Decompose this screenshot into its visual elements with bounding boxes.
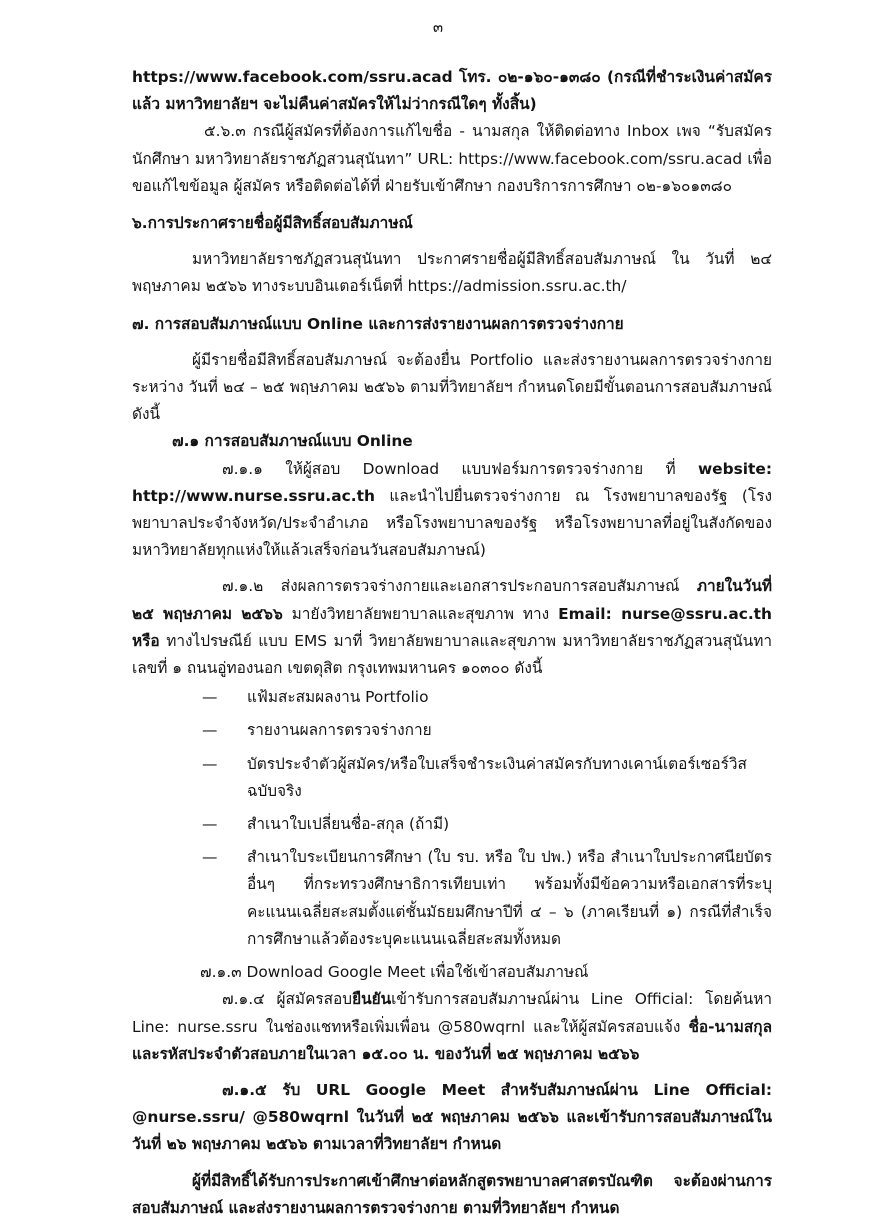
paragraph-7-1-4 [132,986,772,1068]
list-item: — บัตรประจำตัวผู้สมัคร/หรือใบเสร็จชำระเงินค่าสมัครกับทางเคาน์เตอร์เซอร์วิสฉบับจริง [202,751,772,805]
paragraph-7-1-3: ๗.๑.๓ Download Google Meet เพื่อใช้เข้าสอบสัมภาษณ์ [200,963,589,982]
paragraph-7-1-1 [132,456,772,565]
paragraph-7-1-2-text-a: ๗.๑.๒ ส่งผลการตรวจร่างกายและเอกสารประกอบการสอบสัมภาษณ์ [222,577,697,596]
paragraph-7-1-4-text-c: เข้ารับการสอบสัมภาษณ์ผ่าน Line Official: โดยค้นหา Line: nurse.ssru ในช่องแชทหรือเพิ่มเพื่อน @580wqrnl และให้ผู้สมัครสอบแจ้ง [132,990,772,1036]
paragraph-7-1-4-text-a: ๗.๑.๔ ผู้สมัครสอบ [222,990,353,1009]
section-7-heading: ๗. การสอบสัมภาษณ์แบบ Online และการส่งรายงานผลการตรวจร่างกาย [132,314,624,333]
required-documents-list [132,684,772,953]
closing-paragraph: ผู้ที่มีสิทธิ์ได้รับการประกาศเข้าศึกษาต่อหลักสูตรพยาบาลศาสตรบัณฑิต จะต้องผ่านการสอบสัมภาษณ์ และส่งรายงานผลการตรวจร่างกาย ตามที่วิทยาลัยฯ กำหนด [132,1171,772,1217]
section-7-intro: ผู้มีรายชื่อมีสิทธิ์สอบสัมภาษณ์ จะต้องยื่น Portfolio และส่งรายงานผลการตรวจร่างกาย ระหว่าง วันที่ ๒๔ – ๒๕ พฤษภาคม ๒๕๖๖ ตามที่วิทยาลัยฯ กำหนดโดยมีขั้นตอนการสอบสัมภาษณ์ ดังนี้ [132,350,772,424]
deadline-text: ภายในวันที่ ๒๕ พฤษภาคม ๒๕๖๖ [132,577,772,623]
page-number: ๓ [432,18,444,36]
paragraph-5-6-3: ๕.๖.๓ กรณีผู้สมัครที่ต้องการแก้ไขชื่อ - นามสกุล ให้ติดต่อทาง Inbox เพจ “รับสมัครนักศึกษา มหาวิทยาลัยราชภัฏสวนสุนันทา” URL: https://www.facebook.com/ssru.acad เพื่อขอแก้ไขข้อมูล ผู้สมัคร หรือติดต่อได้ที่ ฝ่ายรับเข้าศึกษา กองบริการการศึกษา ๐๒-๑๖๐๑๓๘๐ [132,122,772,195]
nurse-website-link: website: http://www.nurse.ssru.ac.th [132,459,772,505]
document-body [132,64,772,1222]
list-item: — แฟ้มสะสมผลงาน Portfolio [202,684,772,711]
list-item: — สำเนาใบระเบียนการศึกษา (ใบ รบ. หรือ ใบ ปพ.) หรือ สำเนาใบประกาศนียบัตรอื่นๆ ที่กระทรวงศึกษาธิการเทียบเท่า พร้อมทั้งมีข้อความหรือเอกสารที่ระบุคะแนนเฉลี่ยสะสมตั้งแต่ชั้นมัธยมศึกษาปีที่ ๔ – ๖ (ภาคเรียนที่ ๑) กรณีที่สำเร็จการศึกษาแล้วต้องระบุคะแนนเฉลี่ยสะสมทั้งหมด [202,844,772,953]
paragraph-7-1-2-text-c: มายังวิทยาลัยพยาบาลและสุขภาพ ทาง [282,604,559,623]
paragraph-7-1-1-text-a: ๗.๑.๑ ให้ผู้สอบ Download แบบฟอร์มการตรวจร่างกาย ที่ [222,459,698,478]
paragraph-7-1-2-text-e: ทางไปรษณีย์ แบบ EMS มาที่ วิทยาลัยพยาบาลและสุขภาพ มหาวิทยาลัยราชภัฏสวนสุนันทา เลขที่ ๑ ถนนอู่ทองนอก เขตดุสิต กรุงเทพมหานคร ๑๐๓๐๐ ดังนี้ [132,631,772,678]
email-text: Email: nurse@ssru.ac.th หรือ [132,604,772,650]
paragraph-7-1-5: ๗.๑.๕ รับ URL Google Meet สำหรับสัมภาษณ์ผ่าน Line Official: @nurse.ssru/ @580wqrnl ในวันที่ ๒๕ พฤษภาคม ๒๕๖๖ และเข้ารับการสอบสัมภาษณ์ในวันที่ ๒๖ พฤษภาคม ๒๕๖๖ ตามเวลาที่วิทยาลัยฯ กำหนด [132,1080,772,1154]
confirm-text: ยืนยัน [352,990,392,1009]
paragraph-fee-note: https://www.facebook.com/ssru.acad โทร. ๐๒-๑๖๐-๑๓๘๐ (กรณีที่ชำระเงินค่าสมัครแล้ว มหาวิทยาลัยฯ จะไม่คืนค่าสมัครให้ไม่ว่ากรณีใดๆ ทั้งสิ้น) [132,68,772,114]
report-info-text: ชื่อ-นามสกุล และรหัสประจำตัวสอบภายในเวลา ๑๕.๐๐ น. ของวันที่ ๒๕ พฤษภาคม ๒๕๖๖ [132,1017,772,1063]
section-7-1-heading: ๗.๑ การสอบสัมภาษณ์แบบ Online [172,432,413,451]
section-6-heading: ๖.การประกาศรายชื่อผู้มีสิทธิ์สอบสัมภาษณ์ [132,214,413,233]
paragraph-7-1-1-text-b: และนำไปยื่นตรวจร่างกาย ณ โรงพยาบาลของรัฐ (โรงพยาบาลประจำจังหวัด/ประจำอำเภอ หรือโรงพยาบาลของรัฐ หรือโรงพยาบาลที่อยู่ในสังกัดของมหาวิทยาลัยทุกแห่งให้แล้วเสร็จก่อนวันสอบสัมภาษณ์) [132,486,772,560]
list-item: — สำเนาใบเปลี่ยนชื่อ-สกุล (ถ้ามี) [202,811,772,838]
paragraph-7-1-2 [132,573,772,682]
section-6-body: มหาวิทยาลัยราชภัฏสวนสุนันทา ประกาศรายชื่อผู้มีสิทธิ์สอบสัมภาษณ์ ใน วันที่ ๒๔ พฤษภาคม ๒๕๖๖ ทางระบบอินเตอร์เน็ตที่ https://admission.ssru.ac.th/ [132,250,772,296]
list-item: — รายงานผลการตรวจร่างกาย [202,717,772,744]
